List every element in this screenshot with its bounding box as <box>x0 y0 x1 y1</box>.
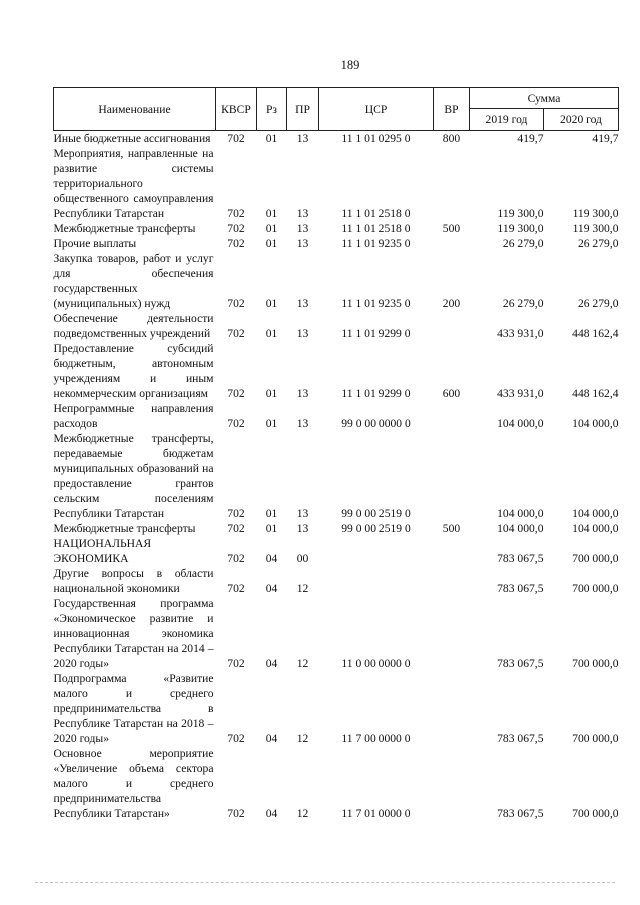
footer-divider <box>35 882 615 883</box>
row-rz: 01 <box>265 507 278 520</box>
row-kvsr: 702 <box>227 297 245 310</box>
row-csr: 11 1 01 9235 0 <box>341 297 411 310</box>
row-sum-2019: 26 279,0 <box>502 237 544 250</box>
table-row <box>54 431 619 521</box>
row-kvsr: 702 <box>227 417 245 430</box>
row-kvsr: 702 <box>227 222 245 235</box>
row-name: Государственная программа «Экономическое развитие и инновационная экономика Республики Татарстан на 2014 – 2020 годы» <box>53 597 214 670</box>
budget-table <box>53 87 619 821</box>
row-sum-2019: 104 000,0 <box>497 507 544 520</box>
row-vr <box>434 401 470 431</box>
row-csr: 99 0 00 2519 0 <box>341 522 411 535</box>
row-sum-2019: 783 067,5 <box>497 657 544 670</box>
table-row <box>54 131 619 147</box>
row-pr: 13 <box>296 297 309 310</box>
row-rz: 04 <box>265 582 278 595</box>
row-sum-2020: 119 300,0 <box>572 222 619 235</box>
row-sum-2019: 783 067,5 <box>497 732 544 745</box>
row-vr <box>434 566 470 596</box>
row-sum-2020: 419,7 <box>592 132 619 145</box>
table-row <box>54 311 619 341</box>
row-name: Другие вопросы в области национальной экономики <box>53 567 214 595</box>
row-sum-2020: 700 000,0 <box>572 582 619 595</box>
row-pr: 13 <box>296 207 309 220</box>
table-row <box>54 221 619 236</box>
row-name: НАЦИОНАЛЬНАЯ ЭКОНОМИКА <box>53 537 152 565</box>
row-sum-2020: 448 162,4 <box>572 387 619 400</box>
row-name: Межбюджетные трансферты <box>53 522 196 535</box>
row-sum-2020: 104 000,0 <box>572 522 619 535</box>
table-row <box>54 671 619 746</box>
header-pr: ПР <box>287 88 319 131</box>
row-rz: 01 <box>265 522 278 535</box>
row-vr <box>434 671 470 746</box>
row-kvsr: 702 <box>227 327 245 340</box>
row-vr <box>434 536 470 566</box>
row-name: Обеспечение деятельности подведомственных учреждений <box>53 312 214 340</box>
row-rz: 01 <box>265 132 278 145</box>
row-pr: 13 <box>296 327 309 340</box>
row-csr: 99 0 00 2519 0 <box>341 507 411 520</box>
row-name: Межбюджетные трансферты <box>53 222 196 235</box>
row-name: Иные бюджетные ассигнования <box>53 132 211 145</box>
row-name: Предоставление субсидий бюджетным, автономным учреждениям и иным некоммерческим организациям <box>53 342 214 400</box>
row-pr: 13 <box>296 522 309 535</box>
header-csr: ЦСР <box>319 88 434 131</box>
row-sum-2020: 448 162,4 <box>572 327 619 340</box>
row-vr: 500 <box>442 522 461 535</box>
header-year-2020: 2020 год <box>544 109 619 131</box>
row-sum-2020: 700 000,0 <box>572 807 619 820</box>
row-sum-2020: 119 300,0 <box>572 207 619 220</box>
row-vr <box>434 146 470 221</box>
table-row <box>54 536 619 566</box>
row-vr <box>434 431 470 521</box>
row-rz: 04 <box>265 657 278 670</box>
header-kvsr: КВСР <box>216 88 257 131</box>
row-sum-2020: 700 000,0 <box>572 657 619 670</box>
row-pr: 12 <box>296 657 309 670</box>
row-csr: 11 1 01 9235 0 <box>341 237 411 250</box>
row-kvsr: 702 <box>227 807 245 820</box>
row-rz: 01 <box>265 297 278 310</box>
page-number: 189 <box>340 58 360 72</box>
row-kvsr: 702 <box>227 507 245 520</box>
row-name: Межбюджетные трансферты, передаваемые бюджетам муниципальных образований на предоставление грантов сельским поселениям Республики Татарстан <box>53 432 214 520</box>
row-rz: 01 <box>265 327 278 340</box>
row-pr: 13 <box>296 222 309 235</box>
row-pr: 13 <box>296 387 309 400</box>
row-vr: 800 <box>442 132 461 145</box>
row-rz: 01 <box>265 417 278 430</box>
row-name: Непрограммные направления расходов <box>53 402 214 430</box>
row-sum-2019: 119 300,0 <box>497 222 544 235</box>
header-vr: ВР <box>434 88 470 131</box>
row-kvsr: 702 <box>227 387 245 400</box>
row-pr: 12 <box>296 582 309 595</box>
row-sum-2020: 26 279,0 <box>577 237 619 250</box>
table-row <box>54 251 619 311</box>
row-kvsr: 702 <box>227 657 245 670</box>
row-sum-2019: 433 931,0 <box>497 387 544 400</box>
row-sum-2019: 433 931,0 <box>497 327 544 340</box>
row-csr: 11 1 01 9299 0 <box>341 387 411 400</box>
row-pr: 12 <box>296 732 309 745</box>
row-rz: 04 <box>265 732 278 745</box>
row-sum-2020: 700 000,0 <box>572 552 619 565</box>
row-sum-2020: 26 279,0 <box>577 297 619 310</box>
table-row <box>54 521 619 536</box>
row-name: Прочие выплаты <box>53 237 137 250</box>
row-csr: 11 0 00 0000 0 <box>341 657 411 670</box>
row-vr <box>434 746 470 821</box>
table-row <box>54 146 619 221</box>
row-vr <box>434 311 470 341</box>
row-name: Основное мероприятие «Увеличение объема сектора малого и среднего предпринимательства Республики Татарстан» <box>53 747 214 820</box>
row-name: Мероприятия, направленные на развитие системы территориального общественного самоуправления Республики Татарстан <box>53 147 214 220</box>
row-vr <box>434 596 470 671</box>
table-header <box>54 88 619 131</box>
row-sum-2020: 700 000,0 <box>572 732 619 745</box>
row-sum-2019: 783 067,5 <box>497 552 544 565</box>
row-pr: 13 <box>296 237 309 250</box>
row-sum-2019: 119 300,0 <box>497 207 544 220</box>
row-kvsr: 702 <box>227 732 245 745</box>
row-csr: 11 1 01 2518 0 <box>341 207 411 220</box>
row-csr: 99 0 00 0000 0 <box>341 417 411 430</box>
table-row <box>54 236 619 251</box>
row-kvsr: 702 <box>227 552 245 565</box>
row-rz: 01 <box>265 207 278 220</box>
row-csr: 11 7 01 0000 0 <box>341 807 411 820</box>
header-sum: Сумма <box>470 88 619 109</box>
header-year-2019: 2019 год <box>470 109 544 131</box>
row-csr: 11 1 01 9299 0 <box>341 327 411 340</box>
table-row <box>54 341 619 401</box>
row-csr: 11 7 00 0000 0 <box>341 732 411 745</box>
table-body <box>54 131 619 822</box>
row-sum-2020: 104 000,0 <box>572 417 619 430</box>
table-row <box>54 596 619 671</box>
row-kvsr: 702 <box>227 522 245 535</box>
row-sum-2019: 783 067,5 <box>497 807 544 820</box>
row-name: Закупка товаров, работ и услуг для обеспечения государственных (муниципальных) нужд <box>53 252 214 310</box>
row-csr: 11 1 01 0295 0 <box>341 132 411 145</box>
row-vr: 600 <box>442 387 461 400</box>
row-vr: 500 <box>442 222 461 235</box>
row-rz: 04 <box>265 552 278 565</box>
row-sum-2019: 104 000,0 <box>497 417 544 430</box>
row-kvsr: 702 <box>227 582 245 595</box>
row-rz: 01 <box>265 237 278 250</box>
row-pr: 13 <box>296 507 309 520</box>
row-kvsr: 702 <box>227 207 245 220</box>
row-sum-2019: 26 279,0 <box>502 297 544 310</box>
row-rz: 04 <box>265 807 278 820</box>
row-csr <box>319 566 434 596</box>
row-name: Подпрограмма «Развитие малого и среднего предпринимательства в Республике Татарстан на 2018 – 2020 годы» <box>53 672 214 745</box>
header-name: Наименование <box>54 88 216 131</box>
table-row <box>54 746 619 821</box>
row-sum-2019: 783 067,5 <box>497 582 544 595</box>
row-kvsr: 702 <box>227 132 245 145</box>
header-rz: Рз <box>257 88 287 131</box>
row-pr: 13 <box>296 417 309 430</box>
row-rz: 01 <box>265 387 278 400</box>
row-csr: 11 1 01 2518 0 <box>341 222 411 235</box>
row-pr: 12 <box>296 807 309 820</box>
row-vr <box>434 236 470 251</box>
row-pr: 00 <box>296 552 309 565</box>
row-sum-2020: 104 000,0 <box>572 507 619 520</box>
table-row <box>54 566 619 596</box>
row-sum-2019: 104 000,0 <box>497 522 544 535</box>
row-kvsr: 702 <box>227 237 245 250</box>
row-vr: 200 <box>442 297 461 310</box>
row-csr <box>319 536 434 566</box>
row-pr: 13 <box>296 132 309 145</box>
row-sum-2019: 419,7 <box>517 132 544 145</box>
table-row <box>54 401 619 431</box>
row-rz: 01 <box>265 222 278 235</box>
